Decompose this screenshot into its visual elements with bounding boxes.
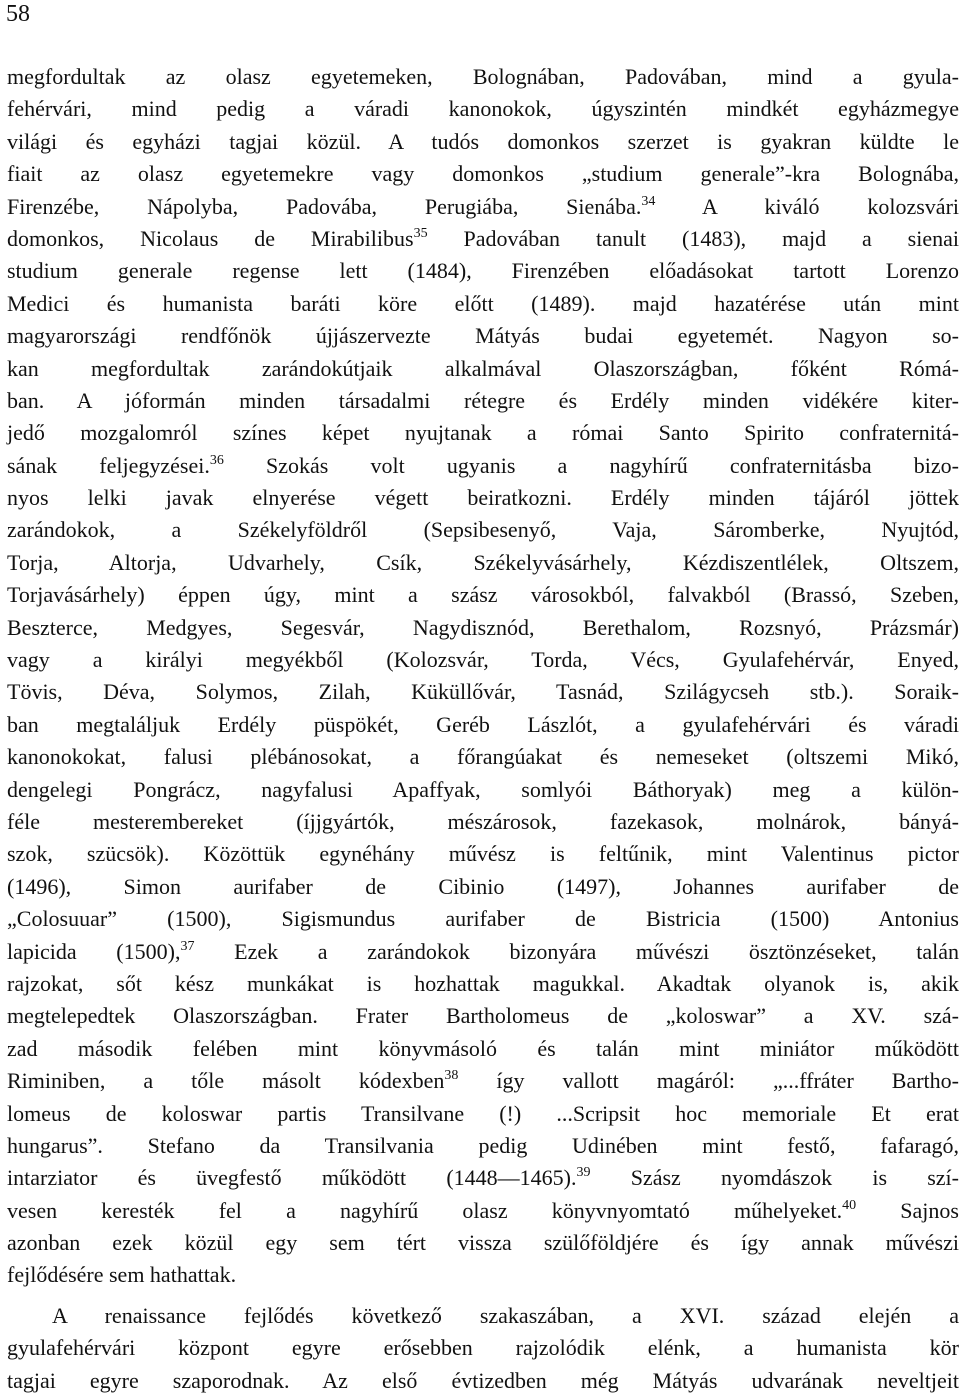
text-span: kan megfordultak zarándokútjaik alkalmával Olaszországban, főként Rómá- [7,355,959,381]
text-line [7,871,959,903]
text-span: A kiváló kolozsvári [655,193,960,219]
text-line [7,1300,959,1332]
text-span: megfordultak az olasz egyetemeken, Bolognában, Padovában, mind a gyula- [7,64,959,89]
text-span: azonban ezek közül egy sem tért vissza szülőföldjére és így annak művészi [7,1230,959,1256]
text-span: gyulafehérvári központ egyre erősebben rajzolódik elénk, a humanista kör [7,1335,959,1361]
text-line [7,385,959,417]
text-line [7,255,959,287]
page-number: 58 [6,1,30,27]
text-line [7,353,959,385]
text-line [7,417,959,449]
text-line [7,1130,959,1162]
text-line [7,1098,959,1130]
text-line [7,514,959,546]
text-span: Riminiben, a tőle másolt kódexben [7,1068,445,1094]
text-span: jedő mozgalomról színes képet nyujtanak a római Santo Spirito confraternitá- [7,420,959,446]
text-line [7,1259,959,1291]
text-span: ban megtaláljuk Erdély püspökét, Geréb Lászlót, a gyulafehérvári és váradi [7,711,959,737]
text-span: így vallott magáról: „...ffráter Bartho- [458,1068,959,1094]
text-span: vesen keresték fel a nagyhírű olasz könyvnyomtató műhelyeket. [7,1197,843,1223]
text-span: ban. A jóformán minden társadalmi rétegre és Erdély minden vidékére kiter- [7,387,959,413]
text-span: Tövis, Déva, Solymos, Zilah, Küküllővár, Tasnád, Szilágycseh stb.). Soraik- [7,679,959,705]
text-span: Torja, Altorja, Udvarhely, Csík, Székelyvásárhely, Kézdiszentlélek, Oltszem, [7,549,959,575]
text-span: „Colosuuar” (1500), Sigismundus aurifaber de Bistricia (1500) Antonius [7,906,959,932]
text-span: studium generale regense lett (1484), Firenzében előadásokat tartott Lorenzo [7,258,959,284]
text-line [7,644,959,676]
text-span: Medici és humanista baráti köre előtt (1489). majd hazatérése után mint [7,290,959,316]
text-span: hungarus”. Stefano da Transilvania pedig Udinében mint festő, fafaragó, [7,1132,959,1158]
text-line [7,612,959,644]
text-span: dengelegi Pongrácz, nagyfalusi Apaffyak, somlyói Báthoryak) meg a külön- [7,776,959,802]
text-line [7,158,959,190]
text-span: kanonokokat, falusi plébánosokat, a főrangúakat és nemeseket (oltszemi Mikó, [7,744,959,770]
text-line [7,1162,959,1194]
paragraph [7,1300,959,1397]
text-line [7,741,959,773]
text-line [7,223,959,255]
text-line [7,903,959,935]
text-span: vagy a királyi megyékből (Kolozsvár, Torda, Vécs, Gyulafehérvár, Enyed, [7,647,959,673]
text-span: fejlődésére sem hathattak. [7,1262,237,1288]
text-span: rajzokat, sőt kész munkákat is hozhattak magukkal. Akadtak olyanok is, akik [7,970,959,996]
text-span: domonkos, Nicolaus de Mirabilibus [7,225,414,251]
text-line [7,320,959,352]
text-span: féle mesterembereket (íjjgyártók, mészárosok, fazekasok, molnárok, bányá- [7,808,959,834]
text-line [7,1332,959,1364]
text-span: lomeus de koloswar partis Transilvane (!) ...Scripsit hoc memoriale Et erat [7,1100,959,1126]
text-line [7,547,959,579]
footnote-marker[interactable]: 36 [209,452,224,468]
text-line [7,936,959,968]
text-line [7,1033,959,1065]
text-line [7,709,959,741]
text-span: intarziator és üvegfestő működött (1448—1465). [7,1165,577,1191]
text-line [7,968,959,1000]
text-line [7,1365,959,1397]
footnote-marker[interactable]: 39 [576,1165,591,1181]
text-span: magyarországi rendfőnök újjászervezte Mátyás budai egyetemét. Nagyon so- [7,323,959,349]
text-line [7,838,959,870]
text-line [7,806,959,838]
text-line [7,61,959,93]
text-line [7,482,959,514]
footnote-marker[interactable]: 38 [444,1068,459,1084]
text-span: Ezek a zarándokok bizonyára művészi ösztönzéseket, talán [194,938,959,964]
paragraph [7,61,959,1292]
text-line [7,676,959,708]
footnote-marker[interactable]: 37 [180,938,195,954]
text-line [7,191,959,223]
footnote-marker[interactable]: 40 [842,1197,857,1213]
text-span: Firenzébe, Nápolyba, Padovába, Perugiába, Sienába. [7,193,642,219]
text-line [7,579,959,611]
footnote-marker[interactable]: 35 [413,225,428,241]
text-line [7,1195,959,1227]
text-span: fiait az olasz egyetemekre vagy domonkos „studium generale”-kra Bolognába, [7,161,959,187]
text-span: fehérvári, mind pedig a váradi kanonokok, úgyszintén mindkét egyházmegye [7,96,959,122]
text-span: Beszterce, Medgyes, Segesvár, Nagydisznód, Berethalom, Rozsnyó, Prázsmár) [7,614,959,640]
text-line [7,126,959,158]
text-span: nyos lelki javak elnyerése végett beiratkozni. Erdély minden tájáról jöttek [7,485,959,511]
text-line [7,774,959,806]
text-span: világi és egyházi tagjai közül. A tudós domonkos szerzet is gyakran küldte le [7,128,959,154]
text-line [7,1227,959,1259]
text-line [7,93,959,125]
footnote-marker[interactable]: 34 [641,193,656,209]
text-span: Padovában tanult (1483), majd a sienai [427,225,959,251]
text-span: zarándokok, a Székelyföldről (Sepsibesenyő, Vaja, Sáromberke, Nyujtód, [7,517,959,543]
text-span: szok, szücsök). Közöttük egynéhány művész is feltűnik, mint Valentinus pictor [7,841,959,867]
body-text [7,61,959,1397]
text-span: A renaissance fejlődés következő szakaszában, a XVI. század elején a [52,1302,959,1328]
text-span: zad második felében mint könyvmásoló és talán mint miniátor működött [7,1035,959,1061]
text-span: megtelepedtek Olaszországban. Frater Bartholomeus de „koloswar” a XV. szá- [7,1003,959,1029]
text-line [7,1000,959,1032]
text-span: Szokás volt ugyanis a nagyhírű confraternitásba bizo- [223,452,959,478]
text-line [7,288,959,320]
text-span: tagjai egyre szaporodnak. Az első évtizedben még Mátyás udvarának neveltjeit [7,1367,959,1393]
text-line [7,1065,959,1097]
text-line [7,450,959,482]
text-span: (1496), Simon aurifaber de Cibinio (1497), Johannes aurifaber de [7,873,959,899]
text-span: Torjavásárhely) éppen úgy, mint a szász városokból, falvakból (Brassó, Szeben, [7,582,959,608]
text-span: lapicida (1500), [7,938,181,964]
text-span: Szász nyomdászok is szí- [590,1165,959,1191]
text-span: Sajnos [856,1197,959,1223]
text-span: sának feljegyzései. [7,452,210,478]
